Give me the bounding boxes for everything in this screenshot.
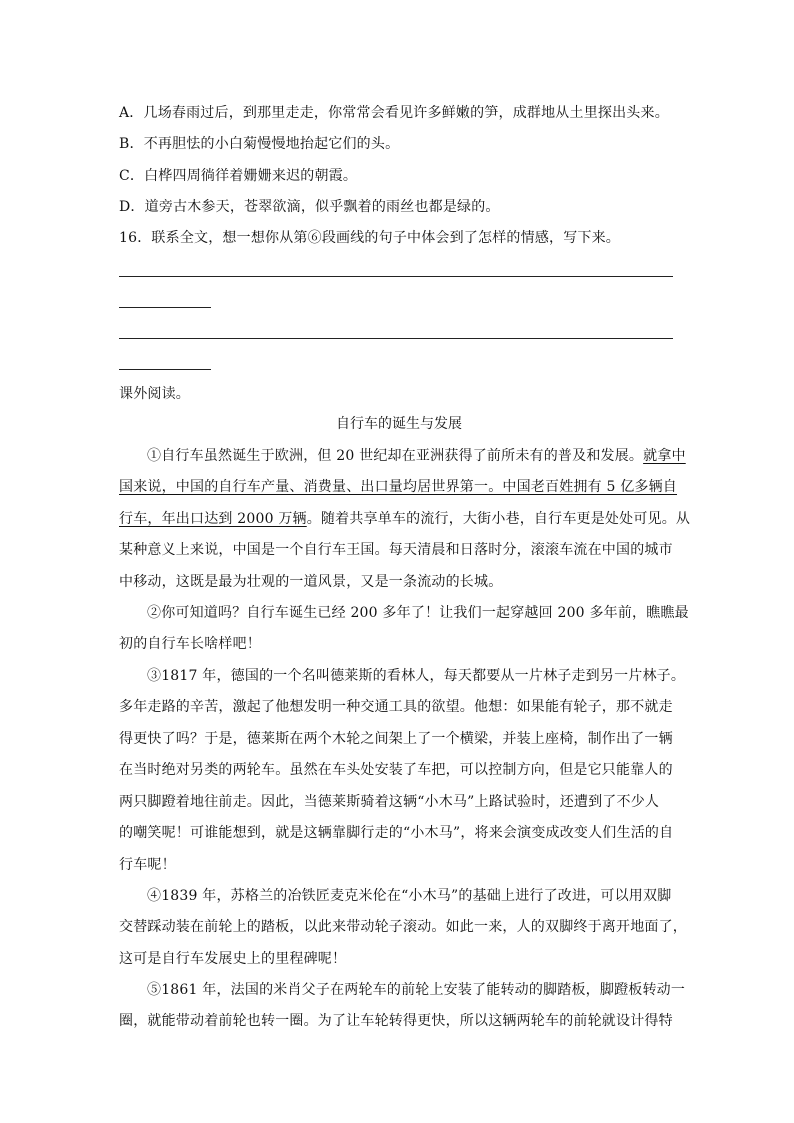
section-label: 课外阅读。 (119, 386, 190, 402)
option-b: B．不再胆怯的小白菊慢慢地抬起它们的头。 (119, 136, 400, 152)
paragraph-line: ③1817 年，德国的一个名叫德莱斯的看林人，每天都要从一片林子走到另一片林子。 (147, 668, 686, 684)
option-d: D．道旁古木参天，苍翠欲滴，似乎飘着的雨丝也都是绿的。 (119, 199, 500, 215)
text-span: 。随着共享单车的流行，大街小巷，自行车更是处处可见。从 (306, 511, 691, 527)
question-16: 16．联系全文，想一想你从第⑥段画线的句子中体会到了怎样的情感，写下来。 (119, 230, 621, 246)
paragraph-line: 行车呢！ (119, 857, 176, 873)
paragraph-line: 圈，就能带动着前轮也转一圈。为了让车轮转得更快，所以这辆两轮车的前轮就设计得特 (119, 1013, 673, 1029)
paragraph-line: 交替踩动装在前轮上的踏板，以此来带动轮子滚动。如此一来，人的双脚终于离开地面了， (119, 919, 687, 935)
answer-line-2-end (119, 369, 211, 370)
paragraph-line: ④1839 年，苏格兰的冶铁匠麦克米伦在“小木马”的基础上进行了改进，可以用双脚 (147, 888, 672, 904)
paragraph-line (119, 446, 707, 466)
paragraph-line: 多年走路的辛苦，激起了他想发明一种交通工具的欲望。他想：如果能有轮子，那不就走 (119, 699, 673, 715)
answer-line-2 (119, 338, 673, 339)
underlined-sentence: 国来说，中国的自行车产量、消费量、出口量均居世界第一。中国老百姓拥有 5 亿多辆自 (119, 479, 678, 495)
paragraph-line: 得更快了吗？于是，德莱斯在两个木轮之间架上了一个横梁，并装上座椅，制作出了一辆 (119, 731, 673, 747)
answer-line-1 (119, 276, 673, 277)
article-title: 自行车的诞生与发展 (336, 416, 462, 432)
answer-line-1-end (119, 307, 211, 308)
option-c: C．白桦四周徜徉着姗姗来迟的朝霞。 (119, 168, 358, 184)
paragraph-line: 这可是自行车发展史上的里程碑呢！ (119, 951, 347, 967)
paragraph-line: 在当时绝对另类的两轮车。虽然在车头处安装了车把，可以控制方向，但是它只能靠人的 (119, 762, 673, 778)
option-a: A．几场春雨过后，到那里走走，你常常会看见许多鲜嫩的笋，成群地从土里探出头来。 (119, 105, 669, 121)
paragraph-line (119, 509, 691, 529)
paragraph-line: 两只脚蹬着地往前走。因此，当德莱斯骑着这辆“小木马”上路试验时，还遭到了不少人 (119, 794, 660, 810)
paragraph-line: 中移动，这既是最为壮观的一道风景，又是一条流动的长城。 (119, 574, 503, 590)
paragraph-line: ⑤1861 年，法国的米肖父子在两轮车的前轮上安装了能转动的脚踏板，脚蹬板转动一 (147, 982, 686, 998)
underlined-sentence: 就拿中 (643, 448, 686, 464)
text-span: ①自行车虽然诞生于欧洲，但 20 世纪却在亚洲获得了前所未有的普及和发展。 (147, 448, 644, 464)
paragraph-line: 的嘲笑呢！可谁能想到，就是这辆靠脚行走的“小木马”，将来会演变成改变人们生活的自 (119, 825, 674, 841)
paragraph-line: 某种意义上来说，中国是一个自行车王国。每天清晨和日落时分，滚滚车流在中国的城市 (119, 542, 673, 558)
paragraph-line: 初的自行车长啥样吧！ (119, 636, 261, 652)
underlined-sentence: 行车，年出口达到 2000 万辆 (119, 511, 307, 527)
paragraph-line: ②你可知道吗？自行车诞生已经 200 多年了！让我们一起穿越回 200 多年前，瞧瞧最 (147, 605, 689, 621)
